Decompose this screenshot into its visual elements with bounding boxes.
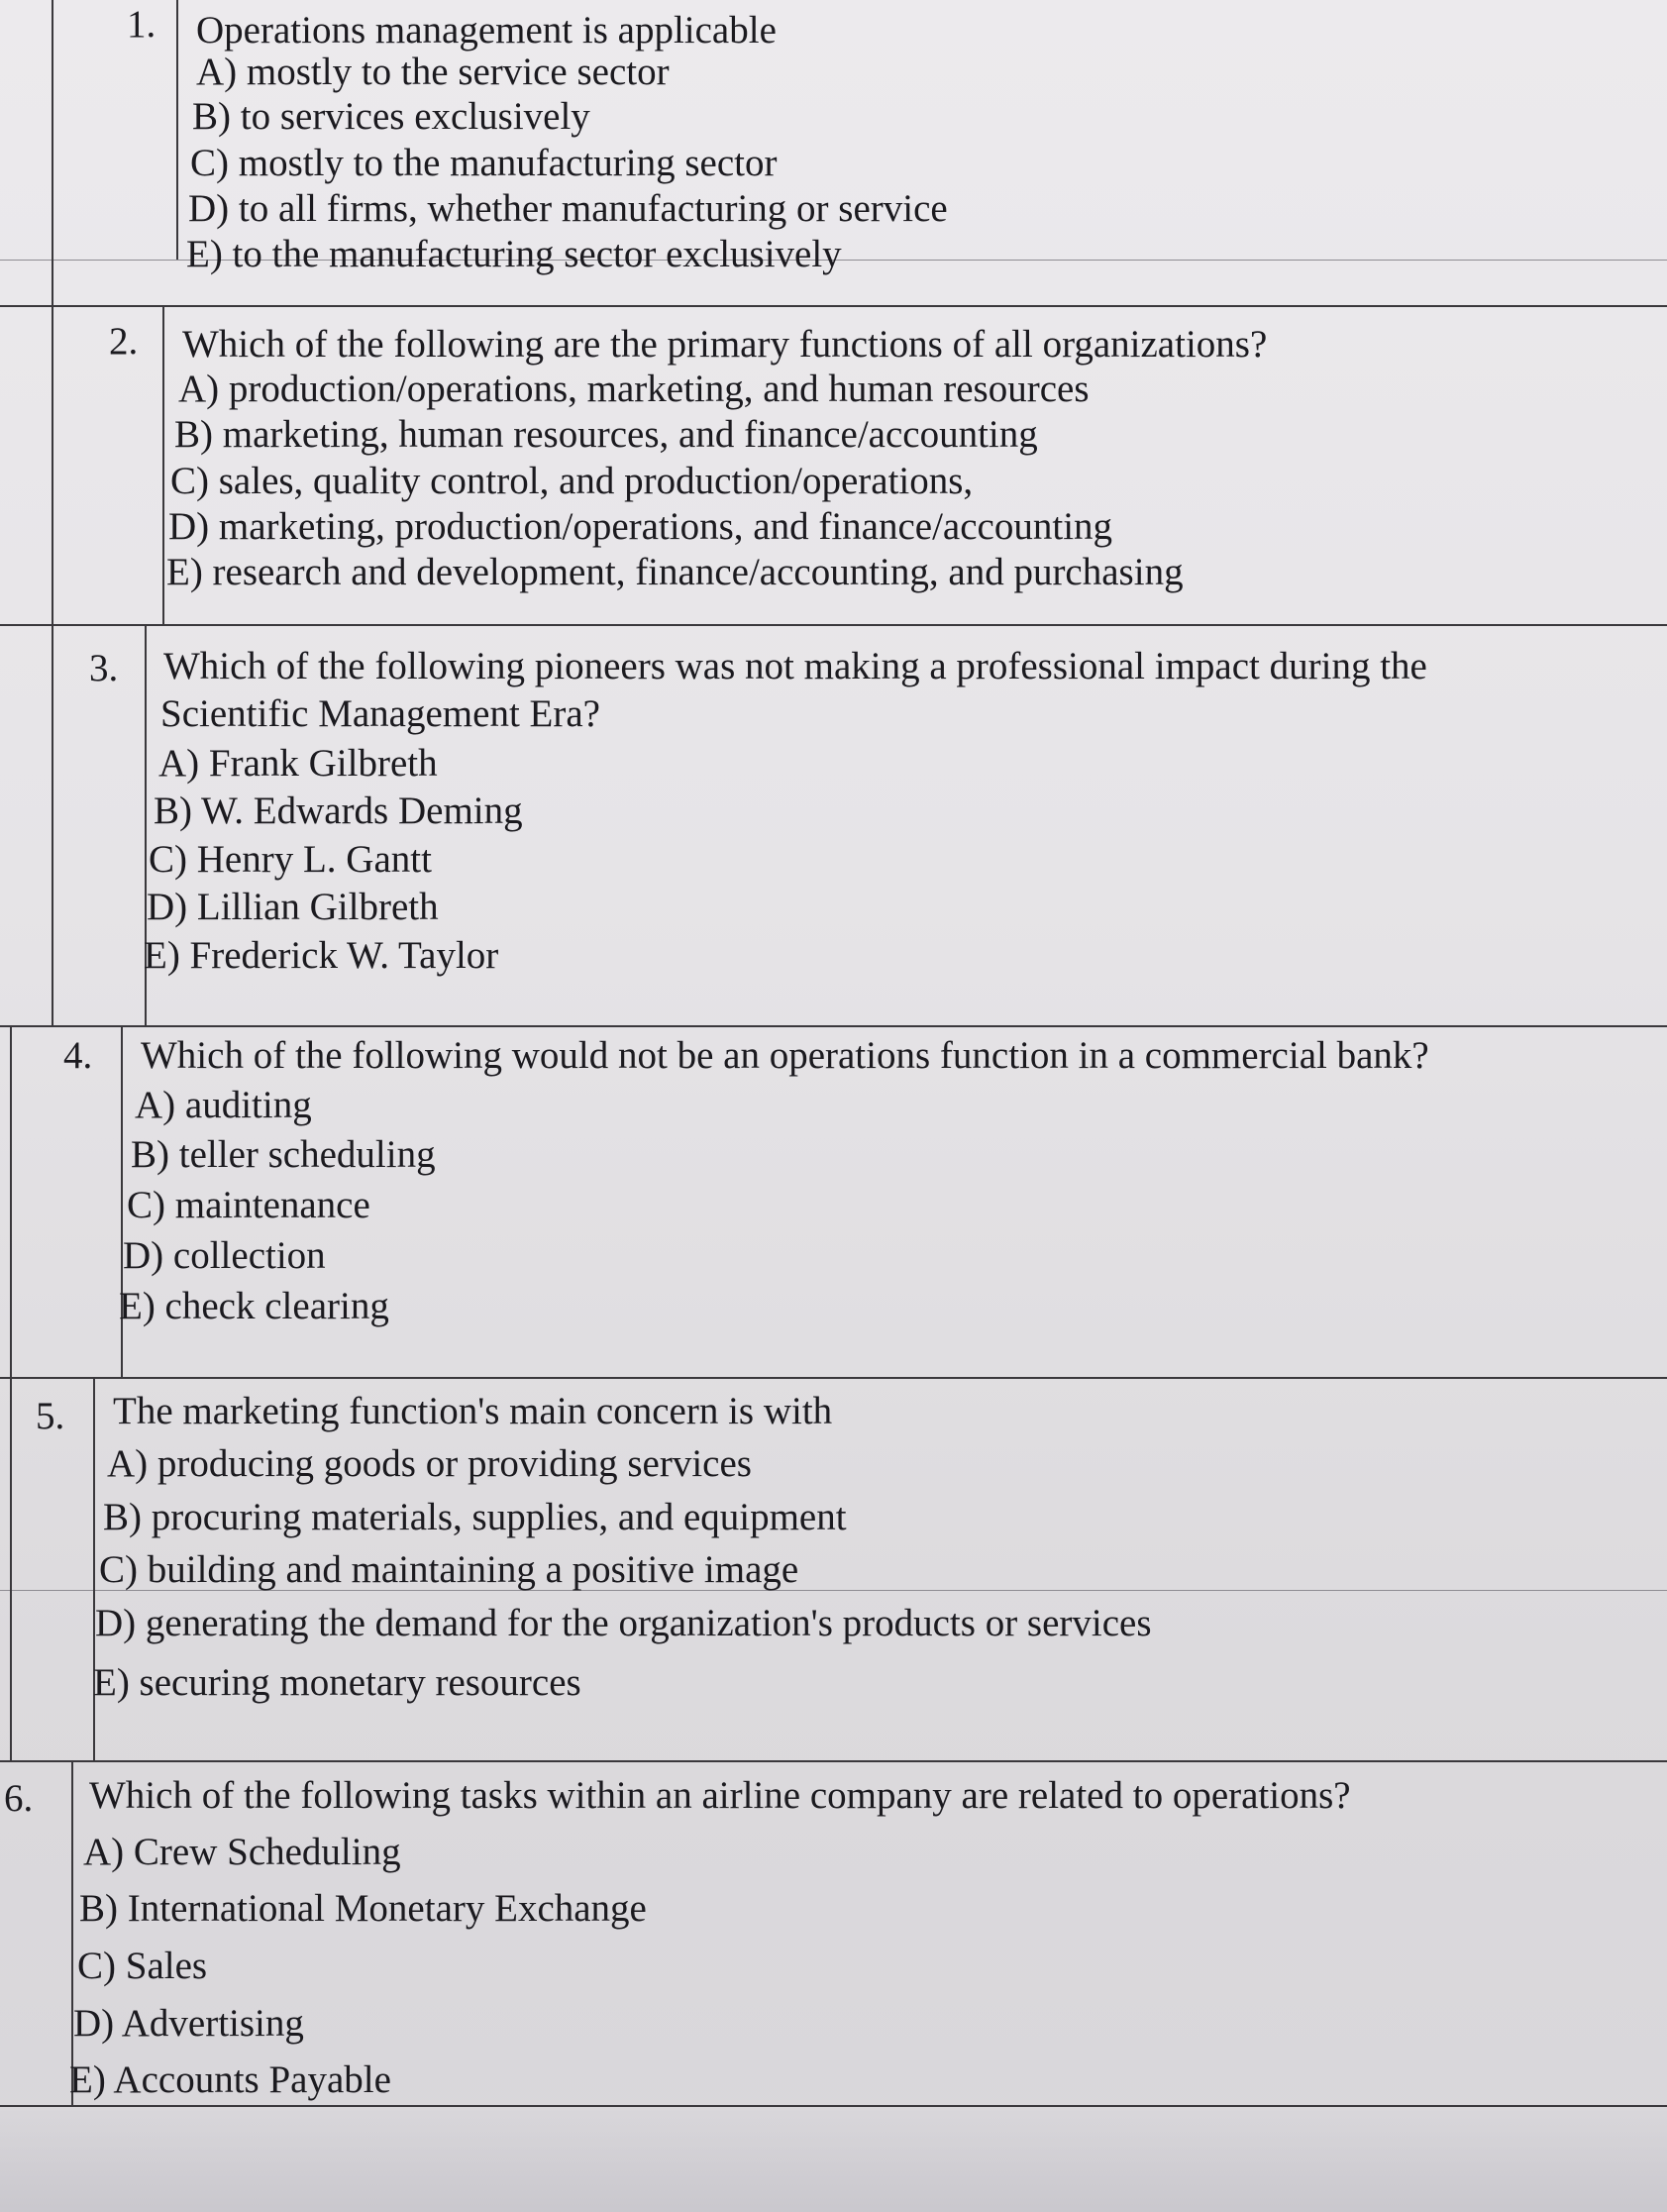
answer-option-b[interactable]: B) International Monetary Exchange (79, 1887, 647, 1930)
answer-option-c[interactable]: C) maintenance (127, 1184, 370, 1226)
answer-option-d[interactable]: D) marketing, production/operations, and finance/accounting (168, 505, 1113, 548)
question-stem: Which of the following are the primary functions of all organizations? (182, 323, 1268, 366)
question-number: 4. (63, 1034, 93, 1077)
answer-option-d[interactable]: D) to all firms, whether manufacturing or service (188, 187, 948, 230)
question-stem-line-2: Scientific Management Era? (160, 692, 600, 735)
column-divider (162, 305, 164, 624)
question-number: 1. (127, 3, 156, 46)
column-divider (176, 0, 178, 260)
question-stem: The marketing function's main concern is with (113, 1390, 833, 1432)
answer-option-d[interactable]: D) Lillian Gilbreth (147, 886, 439, 928)
answer-option-e[interactable]: E) check clearing (119, 1285, 389, 1327)
answer-option-b[interactable]: B) to services exclusively (192, 95, 590, 138)
row-divider (0, 624, 1667, 626)
answer-option-c[interactable]: C) sales, quality control, and production/operations, (170, 460, 974, 502)
answer-option-b[interactable]: B) procuring materials, supplies, and equipment (103, 1496, 847, 1538)
left-border (52, 0, 53, 1025)
answer-option-a[interactable]: A) producing goods or providing services (107, 1442, 752, 1485)
question-stem: Which of the following tasks within an airline company are related to operations? (89, 1774, 1351, 1817)
question-number: 6. (4, 1777, 34, 1820)
row-divider (0, 1760, 1667, 1762)
row-divider (0, 305, 1667, 307)
answer-option-c[interactable]: C) Henry L. Gantt (149, 838, 432, 881)
answer-option-c[interactable]: C) Sales (77, 1945, 208, 1987)
answer-option-a[interactable]: A) Crew Scheduling (83, 1831, 401, 1873)
page-shadow (0, 2110, 1667, 2212)
answer-option-d[interactable]: D) generating the demand for the organization's products or services (95, 1602, 1152, 1644)
answer-option-d[interactable]: D) Advertising (73, 2002, 304, 2045)
answer-option-a[interactable]: A) mostly to the service sector (196, 51, 670, 93)
question-number: 3. (89, 647, 119, 689)
left-border (10, 1025, 12, 1760)
question-number: 5. (36, 1395, 65, 1437)
answer-option-e[interactable]: E) Accounts Payable (69, 2058, 391, 2101)
row-divider (0, 1025, 1667, 1027)
answer-option-d[interactable]: D) collection (123, 1234, 326, 1277)
answer-option-e[interactable]: E) to the manufacturing sector exclusively (186, 233, 842, 275)
question-stem: Which of the following pioneers was not making a professional impact during the (163, 645, 1427, 687)
answer-option-c[interactable]: C) mostly to the manufacturing sector (190, 142, 778, 184)
answer-option-a[interactable]: A) Frank Gilbreth (158, 742, 438, 785)
answer-option-a[interactable]: A) auditing (135, 1084, 312, 1126)
row-divider (0, 1377, 1667, 1379)
answer-option-e[interactable]: E) Frederick W. Taylor (144, 934, 499, 977)
answer-option-c[interactable]: C) building and maintaining a positive image (99, 1548, 799, 1591)
question-stem: Which of the following would not be an operations function in a commercial bank? (141, 1034, 1429, 1077)
answer-option-e[interactable]: E) securing monetary resources (93, 1661, 581, 1704)
answer-option-e[interactable]: E) research and development, finance/accounting, and purchasing (166, 551, 1184, 593)
answer-option-b[interactable]: B) marketing, human resources, and finance/accounting (174, 413, 1038, 456)
question-number: 2. (109, 320, 139, 363)
answer-option-b[interactable]: B) teller scheduling (131, 1133, 436, 1176)
answer-option-a[interactable]: A) production/operations, marketing, and human resources (178, 368, 1090, 410)
answer-option-b[interactable]: B) W. Edwards Deming (154, 790, 523, 832)
question-stem: Operations management is applicable (196, 9, 777, 52)
row-divider (0, 2105, 1667, 2107)
column-divider (71, 1760, 73, 2105)
